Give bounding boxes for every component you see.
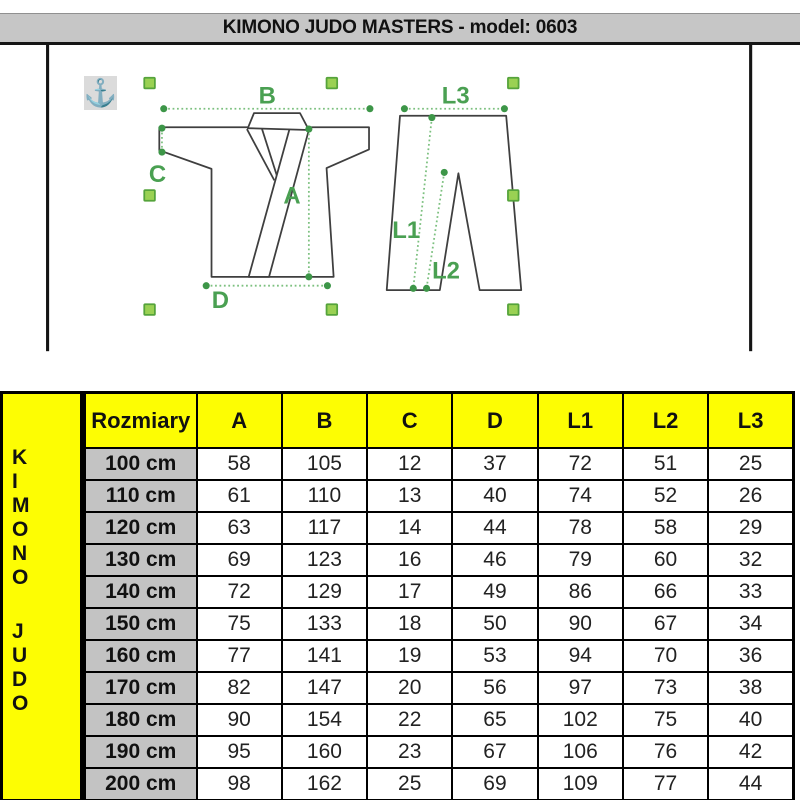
brand-letter: O bbox=[12, 692, 29, 715]
measure-label-l3: L3 bbox=[441, 82, 470, 110]
value-cell: 105 bbox=[282, 448, 367, 480]
measure-dot bbox=[423, 285, 430, 292]
value-cell: 117 bbox=[282, 512, 367, 544]
value-cell: 76 bbox=[623, 736, 708, 768]
page-title: KIMONO JUDO MASTERS - model: 0603 bbox=[222, 17, 578, 38]
brand-letter: O bbox=[12, 518, 29, 541]
table-row bbox=[85, 480, 794, 512]
value-cell: 147 bbox=[282, 672, 367, 704]
right-frame-line bbox=[749, 45, 752, 351]
value-cell: 82 bbox=[197, 672, 282, 704]
column-header-l1: L1 bbox=[538, 393, 623, 449]
size-cell: 190 cm bbox=[85, 736, 197, 768]
column-header-d: D bbox=[452, 393, 537, 449]
value-cell: 73 bbox=[623, 672, 708, 704]
value-cell: 98 bbox=[197, 768, 282, 800]
measure-dot bbox=[305, 126, 312, 133]
value-cell: 61 bbox=[197, 480, 282, 512]
size-cell: 130 cm bbox=[85, 544, 197, 576]
value-cell: 58 bbox=[197, 448, 282, 480]
measure-dot bbox=[203, 282, 210, 289]
value-cell: 66 bbox=[623, 576, 708, 608]
value-cell: 69 bbox=[197, 544, 282, 576]
value-cell: 13 bbox=[367, 480, 452, 512]
value-cell: 106 bbox=[538, 736, 623, 768]
value-cell: 75 bbox=[623, 704, 708, 736]
table-row bbox=[85, 640, 794, 672]
value-cell: 72 bbox=[197, 576, 282, 608]
brand-letter: J bbox=[12, 620, 24, 643]
value-cell: 154 bbox=[282, 704, 367, 736]
title-bar bbox=[0, 13, 800, 45]
size-cell: 180 cm bbox=[85, 704, 197, 736]
anchor-icon: ⚓ bbox=[84, 76, 117, 110]
value-cell: 160 bbox=[282, 736, 367, 768]
brand-letter: M bbox=[12, 494, 30, 517]
table-row bbox=[85, 576, 794, 608]
table-row bbox=[85, 448, 794, 480]
value-cell: 51 bbox=[623, 448, 708, 480]
measure-dot bbox=[401, 105, 408, 112]
value-cell: 56 bbox=[452, 672, 537, 704]
selection-handle[interactable] bbox=[508, 190, 519, 201]
value-cell: 38 bbox=[708, 672, 793, 704]
brand-letter: K bbox=[12, 446, 28, 469]
value-cell: 72 bbox=[538, 448, 623, 480]
value-cell: 90 bbox=[197, 704, 282, 736]
value-cell: 78 bbox=[538, 512, 623, 544]
measure-dot bbox=[158, 149, 165, 156]
value-cell: 46 bbox=[452, 544, 537, 576]
measure-dot bbox=[410, 285, 417, 292]
table-row bbox=[85, 672, 794, 704]
jacket-drawing bbox=[159, 113, 369, 277]
brand-letter-gap bbox=[12, 590, 80, 620]
value-cell: 26 bbox=[708, 480, 793, 512]
column-header-c: C bbox=[367, 393, 452, 449]
table-row bbox=[85, 512, 794, 544]
size-cell: 120 cm bbox=[85, 512, 197, 544]
measure-dot bbox=[324, 282, 331, 289]
value-cell: 44 bbox=[708, 768, 793, 800]
value-cell: 16 bbox=[367, 544, 452, 576]
value-cell: 77 bbox=[197, 640, 282, 672]
table-row bbox=[85, 768, 794, 800]
size-cell: 170 cm bbox=[85, 672, 197, 704]
value-cell: 69 bbox=[452, 768, 537, 800]
value-cell: 49 bbox=[452, 576, 537, 608]
measure-label-b: B bbox=[258, 82, 276, 110]
measure-dot bbox=[305, 273, 312, 280]
value-cell: 110 bbox=[282, 480, 367, 512]
value-cell: 67 bbox=[452, 736, 537, 768]
selection-handle[interactable] bbox=[327, 304, 338, 315]
value-cell: 129 bbox=[282, 576, 367, 608]
selection-handle[interactable] bbox=[327, 78, 338, 89]
brand-letter: U bbox=[12, 644, 28, 667]
size-cell: 150 cm bbox=[85, 608, 197, 640]
value-cell: 141 bbox=[282, 640, 367, 672]
size-cell: 200 cm bbox=[85, 768, 197, 800]
table-row bbox=[85, 704, 794, 736]
measure-label-l1: L1 bbox=[392, 216, 421, 244]
size-cell: 100 cm bbox=[85, 448, 197, 480]
measure-label-a: A bbox=[283, 182, 301, 210]
value-cell: 20 bbox=[367, 672, 452, 704]
value-cell: 29 bbox=[708, 512, 793, 544]
measurement-diagram bbox=[0, 45, 800, 391]
brand-letter: D bbox=[12, 668, 28, 691]
value-cell: 79 bbox=[538, 544, 623, 576]
value-cell: 162 bbox=[282, 768, 367, 800]
left-frame-line bbox=[46, 45, 49, 351]
value-cell: 37 bbox=[452, 448, 537, 480]
value-cell: 40 bbox=[708, 704, 793, 736]
diagram-canvas bbox=[0, 45, 800, 391]
table-row bbox=[85, 736, 794, 768]
measure-dot bbox=[366, 105, 373, 112]
selection-handle[interactable] bbox=[144, 304, 155, 315]
measure-label-c: C bbox=[148, 161, 167, 189]
brand-letter: O bbox=[12, 566, 29, 589]
value-cell: 70 bbox=[623, 640, 708, 672]
measure-label-l2: L2 bbox=[432, 257, 460, 285]
measure-label-d: D bbox=[211, 286, 229, 314]
measure-dot bbox=[501, 105, 508, 112]
size-table bbox=[83, 391, 795, 800]
value-cell: 102 bbox=[538, 704, 623, 736]
column-header-rozmiary: Rozmiary bbox=[85, 393, 197, 449]
value-cell: 25 bbox=[367, 768, 452, 800]
selection-handle[interactable] bbox=[144, 78, 155, 89]
value-cell: 17 bbox=[367, 576, 452, 608]
value-cell: 33 bbox=[708, 576, 793, 608]
value-cell: 18 bbox=[367, 608, 452, 640]
selection-handle[interactable] bbox=[144, 190, 155, 201]
value-cell: 94 bbox=[538, 640, 623, 672]
column-header-a: A bbox=[197, 393, 282, 449]
size-cell: 140 cm bbox=[85, 576, 197, 608]
brand-letter: N bbox=[12, 542, 28, 565]
value-cell: 60 bbox=[623, 544, 708, 576]
value-cell: 52 bbox=[623, 480, 708, 512]
jacket-back-collar bbox=[248, 113, 309, 130]
value-cell: 22 bbox=[367, 704, 452, 736]
value-cell: 25 bbox=[708, 448, 793, 480]
column-header-l2: L2 bbox=[623, 393, 708, 449]
vertical-brand-label bbox=[0, 391, 83, 800]
size-cell: 160 cm bbox=[85, 640, 197, 672]
value-cell: 77 bbox=[623, 768, 708, 800]
value-cell: 32 bbox=[708, 544, 793, 576]
brand-letter: I bbox=[12, 470, 18, 493]
value-cell: 97 bbox=[538, 672, 623, 704]
value-cell: 23 bbox=[367, 736, 452, 768]
value-cell: 123 bbox=[282, 544, 367, 576]
value-cell: 63 bbox=[197, 512, 282, 544]
measure-dot bbox=[441, 169, 448, 176]
value-cell: 36 bbox=[708, 640, 793, 672]
value-cell: 53 bbox=[452, 640, 537, 672]
value-cell: 75 bbox=[197, 608, 282, 640]
measure-dot bbox=[158, 125, 165, 132]
value-cell: 44 bbox=[452, 512, 537, 544]
column-header-b: B bbox=[282, 393, 367, 449]
size-table-header bbox=[85, 393, 794, 449]
table-row bbox=[85, 608, 794, 640]
size-table-body bbox=[85, 448, 794, 800]
value-cell: 67 bbox=[623, 608, 708, 640]
value-cell: 109 bbox=[538, 768, 623, 800]
value-cell: 50 bbox=[452, 608, 537, 640]
value-cell: 40 bbox=[452, 480, 537, 512]
size-cell: 110 cm bbox=[85, 480, 197, 512]
measure-dot bbox=[428, 114, 435, 121]
value-cell: 34 bbox=[708, 608, 793, 640]
value-cell: 133 bbox=[282, 608, 367, 640]
measure-dot bbox=[160, 105, 167, 112]
header-row bbox=[85, 393, 794, 449]
value-cell: 90 bbox=[538, 608, 623, 640]
value-cell: 86 bbox=[538, 576, 623, 608]
value-cell: 19 bbox=[367, 640, 452, 672]
value-cell: 58 bbox=[623, 512, 708, 544]
value-cell: 74 bbox=[538, 480, 623, 512]
value-cell: 42 bbox=[708, 736, 793, 768]
table-row bbox=[85, 544, 794, 576]
value-cell: 95 bbox=[197, 736, 282, 768]
value-cell: 65 bbox=[452, 704, 537, 736]
column-header-l3: L3 bbox=[708, 393, 793, 449]
value-cell: 14 bbox=[367, 512, 452, 544]
size-table-section bbox=[0, 391, 796, 800]
selection-handle[interactable] bbox=[508, 304, 519, 315]
selection-handle[interactable] bbox=[508, 78, 519, 89]
value-cell: 12 bbox=[367, 448, 452, 480]
